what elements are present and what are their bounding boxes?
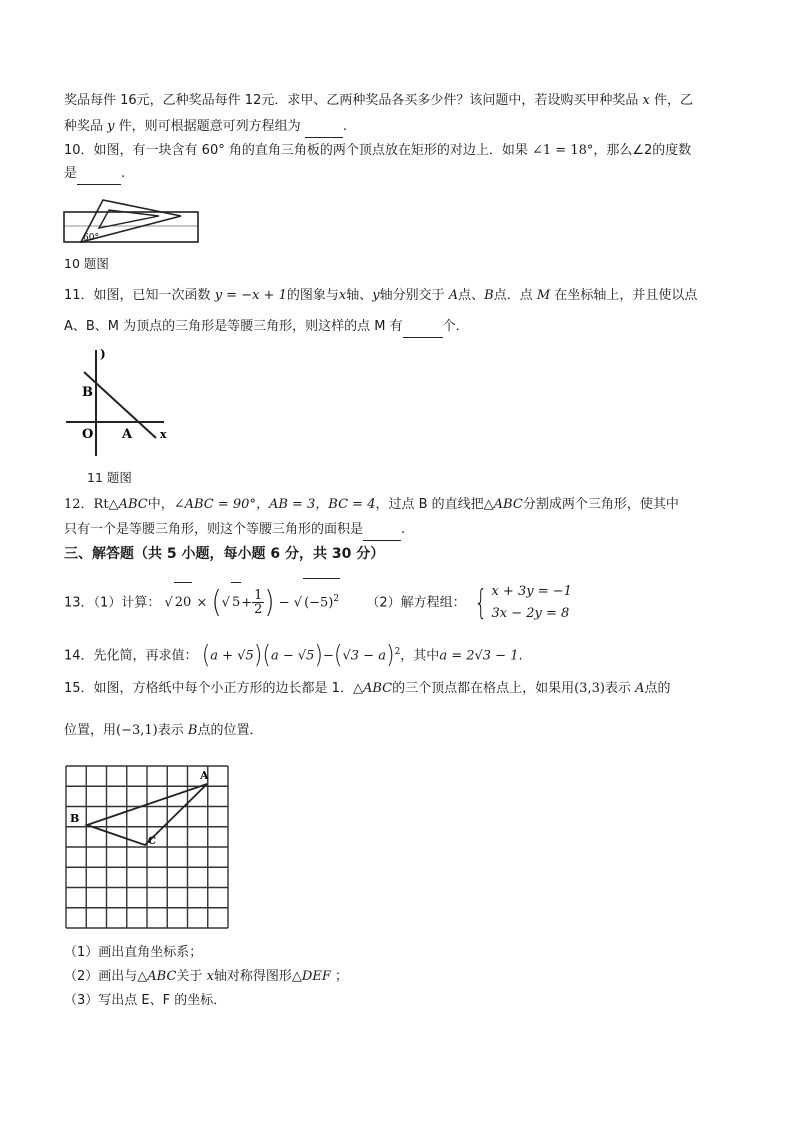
q13-part1-label: 13．（1）计算：	[64, 595, 161, 611]
q13-square: 2	[333, 594, 340, 604]
q11-text5: 点、	[458, 288, 485, 303]
q12-ABC-2: ABC	[493, 497, 523, 512]
q15-coordA: (3,3)	[574, 681, 605, 696]
q12-ABC: ABC	[118, 497, 148, 512]
q11-line2	[64, 316, 469, 338]
q9-piece-x: 件，乙	[653, 93, 693, 108]
q10-figure	[63, 196, 205, 248]
q13-line: 13．（1）计算： √ 20 × (√ 5+ $\frac{1}{2}$ ) − √ $(-5)^2$ （2）解方程组： { x + 3y = −1 3x − 2y = 8	[64, 578, 572, 625]
q13-times: ×	[196, 595, 208, 611]
q10-end: .	[121, 166, 126, 181]
q11-A: A	[448, 288, 459, 303]
q11-func: y = −x + 1	[214, 288, 287, 303]
q11-y: y	[372, 288, 380, 303]
q15-sub2-ABC: ABC	[147, 969, 177, 984]
q10-caption: 10 题图	[64, 256, 109, 271]
q15-A: A	[635, 681, 645, 696]
q11-label-B: B	[82, 385, 93, 400]
q15-line1	[64, 678, 671, 700]
q15-sub2-x: x	[206, 969, 214, 984]
q10-text2: ，那么∠2的度数	[593, 143, 692, 158]
q11-end: 个．	[442, 319, 469, 334]
q13-eq1: x + 3y = −1	[491, 583, 572, 599]
q11-answer-blank[interactable]	[403, 321, 443, 338]
q14-term1: a + √5	[210, 648, 254, 664]
q12-text2: 中，	[147, 497, 174, 512]
q15-B: B	[187, 723, 198, 738]
q11-text4: 轴分别交于	[379, 288, 445, 303]
q13-fraction	[252, 589, 264, 616]
q10-angle1: ∠1 = 18°	[532, 143, 594, 158]
q14-square: 2	[394, 647, 401, 657]
q15-grid	[66, 766, 228, 928]
q15-sub2-text3: 轴对称得图形△	[213, 969, 302, 984]
q13-den: 2	[254, 602, 263, 618]
q15-text4: 点的	[644, 681, 671, 696]
q13-plus: +	[241, 595, 253, 611]
q11-function-line	[84, 372, 156, 438]
q13-part2-label: （2）解方程组：	[366, 595, 466, 611]
q11-text7: 在坐标轴上，并且使以点	[554, 288, 698, 303]
q15-label-C: C	[148, 836, 156, 847]
q15-sub2-end: ；	[335, 969, 349, 984]
q15-ABC: ABC	[362, 681, 393, 696]
q9-text2: 种奖品	[64, 119, 104, 134]
q11-text3: 轴、	[346, 288, 373, 303]
q11-figure	[64, 344, 174, 464]
q9-answer-blank[interactable]	[305, 121, 343, 138]
q11-B: B	[484, 288, 494, 303]
q10-angle-label: 60°	[83, 233, 99, 243]
q9-var-x: x	[642, 93, 650, 108]
q15-text6: 表示	[157, 723, 184, 738]
q14-where: ，其中	[400, 648, 440, 664]
q10-text3: 是	[64, 166, 78, 181]
q15-sub1: （1）画出直角坐标系；	[64, 945, 203, 960]
q15-text7: 点的位置．	[197, 723, 263, 738]
q12-line2	[64, 519, 405, 541]
q15-text3: 表示	[604, 681, 631, 696]
q12-answer-blank[interactable]	[363, 524, 401, 541]
q9-text3: 件，则可根据题意可列方程组为	[118, 119, 301, 134]
q9-line1	[64, 90, 693, 112]
q15-sub2-DEF: DEF	[301, 969, 331, 984]
q11-M: M	[536, 288, 551, 303]
q11-label-A: A	[122, 427, 133, 442]
q15-sub2	[64, 966, 348, 988]
q10-text: 10．如图，有一块含有 60° 角的直角三角板的两个顶点放在矩形的对边上．如果	[64, 143, 528, 158]
q11-label-x: x	[160, 428, 167, 441]
q11-x: x	[338, 288, 347, 303]
q10-line2	[64, 163, 125, 185]
q11-text6: 点．点	[493, 288, 533, 303]
q12-text5: 只有一个是等腰三角形，则这个等腰三角形的面积是	[64, 522, 364, 537]
q13-inner: (−5)	[304, 595, 334, 611]
q12-text4: 分割成两个三角形，使其中	[522, 497, 679, 512]
q11-text8: A、B、M 为顶点的三角形是等腰三角形，则这样的点 M 有	[64, 319, 403, 334]
q13-system	[491, 581, 571, 625]
q12-text: 12．Rt△	[64, 497, 119, 512]
q12-line1	[64, 494, 679, 516]
q14-cond: a = 2√3 − 1	[439, 648, 519, 664]
q10-answer-blank[interactable]	[77, 168, 121, 185]
q9-text: 奖品每件 16元，乙种奖品每件 12元．求甲、乙两种奖品各买多少件？该问题中，若设购买甲种奖品	[64, 93, 639, 108]
q11-label-O: O	[82, 427, 94, 442]
q11-line1	[64, 285, 697, 307]
q14-term3: √3 − a	[342, 648, 386, 664]
q15-sub2-text2: 关于	[176, 969, 203, 984]
q15-sub2-text: （2）画出与△	[64, 969, 148, 984]
q14-minus: −	[323, 648, 334, 664]
q15-grid-figure	[64, 764, 230, 930]
q13-minus: −	[278, 595, 290, 611]
q11-caption: 11 题图	[87, 470, 132, 485]
q9-line2	[64, 116, 347, 138]
q14-term2: a − √5	[270, 648, 315, 664]
q11-text: 11．如图，已知一次函数	[64, 288, 211, 303]
q15-text: 15．如图，方格纸中每个小正方形的边长都是 1．△	[64, 681, 363, 696]
q11-text2: 的图象与	[286, 288, 339, 303]
q12-end: .	[401, 522, 406, 537]
q11-label-y: )	[100, 347, 106, 361]
q13-sqrt20: 20	[174, 582, 193, 623]
q15-label-B: B	[70, 812, 80, 825]
q12-text3: ，过点 B 的直线把△	[375, 497, 494, 512]
q15-sub3: （3）写出点 E、F 的坐标．	[64, 993, 227, 1008]
q9-end: .	[342, 119, 347, 134]
q15-text2: 的三个顶点都在格点上，如果用	[392, 681, 575, 696]
q10-line1	[64, 140, 691, 162]
q13-num: 1	[254, 588, 263, 604]
q14-label: 14．先化简，再求值：	[64, 648, 198, 664]
q15-label-A: A	[200, 769, 209, 782]
q12-cond: ∠ABC = 90°，AB = 3，BC = 4	[173, 497, 376, 512]
q15-line2	[64, 720, 262, 742]
q13-sqrt5: 5	[231, 582, 241, 623]
q9-var-y: y	[107, 119, 115, 134]
q14-end: .	[518, 648, 523, 664]
q13-eq2: 3x − 2y = 8	[491, 605, 570, 621]
q15-text5: 位置，用	[64, 723, 117, 738]
q15-coordB: (−3,1)	[116, 723, 158, 738]
q14-line: 14．先化简，再求值： $(a + √5)(a - √5)-(√3 - a)^2$，其中a = 2√3 − 1.	[64, 640, 523, 670]
section3-title: 三、解答题（共 5 小题，每小题 6 分，共 30 分）	[64, 546, 385, 562]
